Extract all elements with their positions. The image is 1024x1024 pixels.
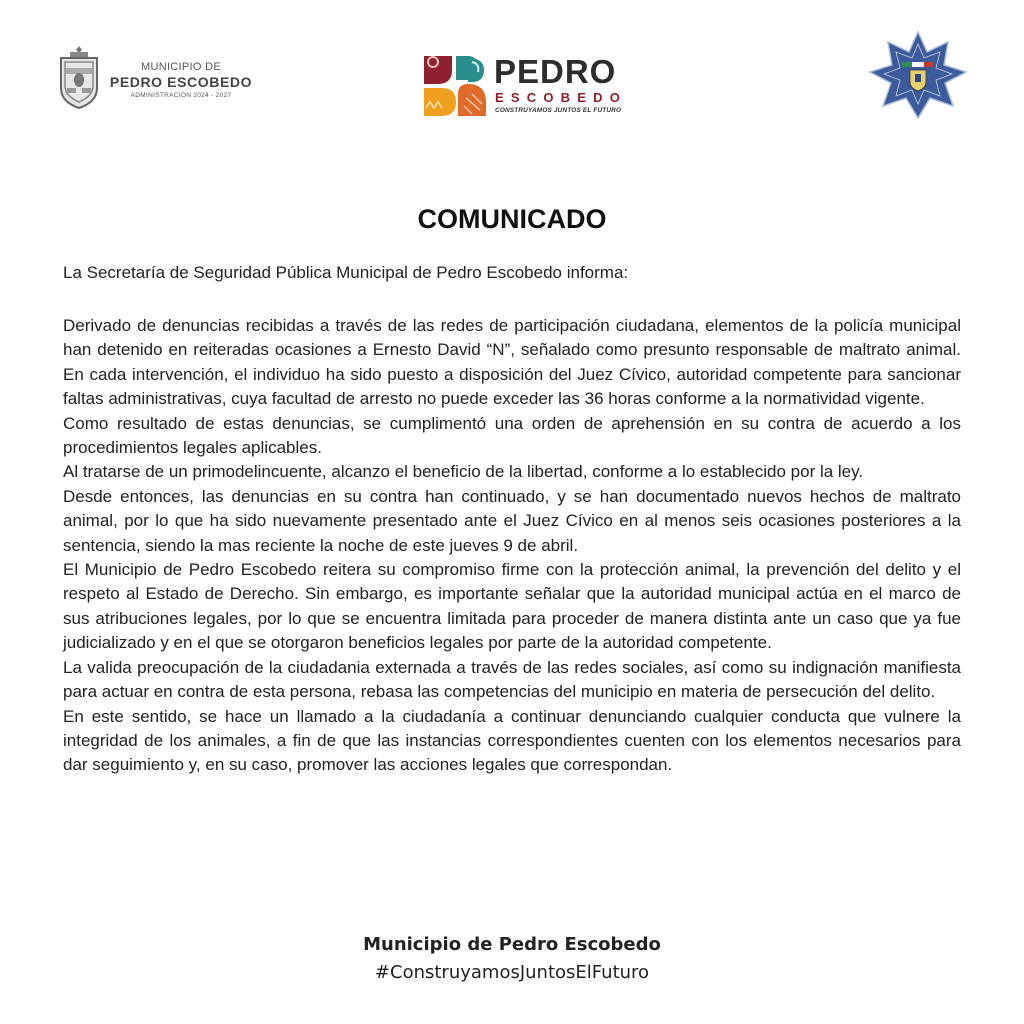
- document-body: [63, 314, 961, 778]
- municipal-logo-text: [106, 61, 256, 101]
- paragraph: La valida preocupación de la ciudadania externada a través de las redes sociales, así como su indignación manifiesta para actuar en contra de esta persona, rebasa las competencias del municipio en materia de persecución del delito.: [63, 657, 961, 702]
- municipal-crest-icon: [56, 44, 102, 110]
- hashtag: #ConstruyamosJuntosElFuturo: [374, 962, 650, 983]
- pedro-escobedo-brand-logo: [422, 52, 632, 122]
- paragraph: En este sentido, se hace un llamado a la ciudadanía a continuar denunciando cualquier conducta que vulnere la integridad de los animales, a fin de que las instancias correspondientes cuenten con los elementos necesarios para dar seguimiento y, en su caso, promover las acciones legales que correspondan.: [63, 706, 961, 775]
- intro-text: La Secretaría de Seguridad Pública Municipal de Pedro Escobedo informa:: [63, 263, 629, 282]
- logo-pedro-escobedo: PEDRO ESCOBEDO: [109, 74, 253, 90]
- signature-name: Municipio de Pedro Escobedo: [363, 934, 661, 955]
- brand-tagline: CONSTRUYAMOS JUNTOS EL FUTURO: [495, 107, 622, 114]
- page-title: COMUNICADO: [417, 204, 607, 234]
- paragraph: Como resultado de estas denuncias, se cumplimentó una orden de aprehensión en su contra de acuerdo a los procedimientos legales aplicables.: [63, 413, 961, 458]
- municipal-logo: [56, 44, 256, 114]
- paragraph: Derivado de denuncias recibidas a través de las redes de participación ciudadana, elementos de la policía municipal han detenido en reiteradas ocasiones a Ernesto David “N”, señalado como presunto responsable de maltrato animal. En cada intervención, el individuo ha sido puesto a disposición del Juez Cívico, autoridad competente para sancionar faltas administrativas, cuya facultad de arresto no puede exceder las 36 horas conforme a la normatividad vigente.: [63, 316, 961, 409]
- logo-municipio-de: MUNICIPIO DE: [141, 61, 221, 73]
- paragraph: Desde entonces, las denuncias en su contra han continuado, y se han documentado nuevos hechos de maltrato animal, por lo que ha sido nuevamente presentado ante el Juez Cívico en al menos seis ocasiones posteriores a la sentencia, siendo la mas reciente la noche de este jueves 9 de abril.: [63, 486, 961, 555]
- signature-block: [0, 932, 1024, 988]
- brand-mosaic-icon: [422, 52, 488, 118]
- brand-subname: ESCOBEDO: [495, 90, 628, 105]
- logo-administracion: ADMINISTRACIÓN 2024 - 2027: [130, 92, 232, 99]
- paragraph: El Municipio de Pedro Escobedo reitera su compromiso firme con la protección animal, la prevención del delito y el respeto al Estado de Derecho. Sin embargo, es importante señalar que la autoridad municipal actúa en el marco de sus atribuciones legales, por lo que se encuentra limitada para proceder de manera distinta ante un caso que ya fue judicializado y en el que se otorgaron beneficios legales por parte de la autoridad competente.: [63, 560, 961, 653]
- paragraph: Al tratarse de un primodelincuente, alcanzo el beneficio de la libertad, conforme a lo establecido por la ley.: [63, 462, 864, 482]
- brand-name: PEDRO: [494, 53, 617, 90]
- police-star-badge-icon: [866, 30, 970, 120]
